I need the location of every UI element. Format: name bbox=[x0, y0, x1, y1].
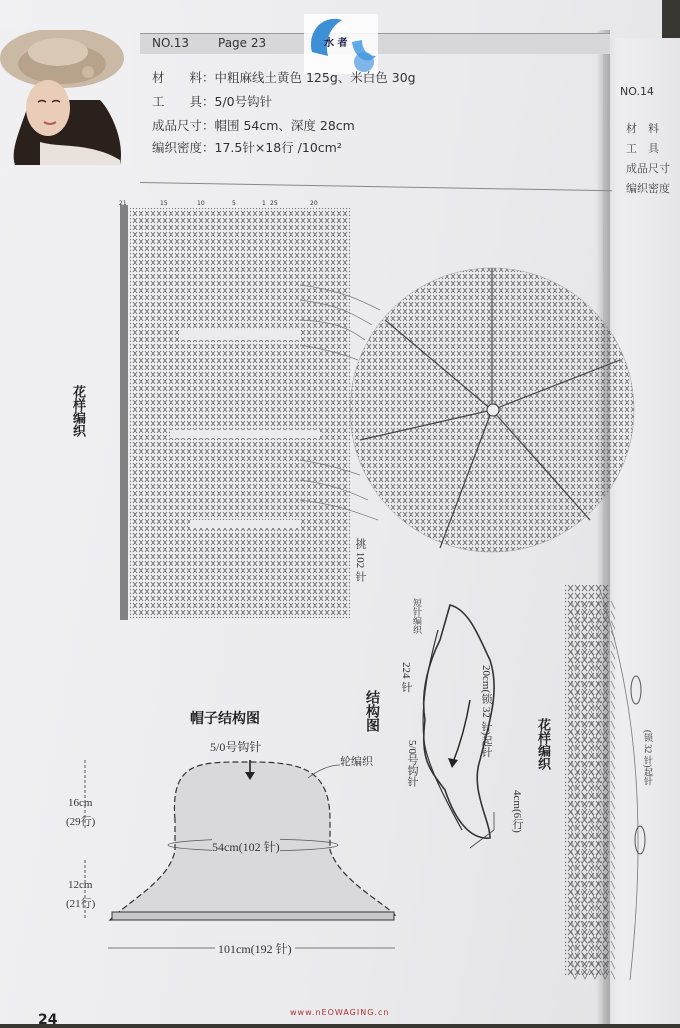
right-spec-4: 编织密度 bbox=[626, 182, 670, 195]
spec-size: 成品尺寸：帽围 54cm、深度 28cm bbox=[152, 118, 355, 133]
rows-29: (29行) bbox=[66, 816, 96, 828]
pattern-label-1: 花样编织 bbox=[70, 385, 85, 437]
circumference-label: 54cm(102 针) bbox=[212, 840, 280, 854]
pattern-number: NO.13 bbox=[152, 36, 190, 50]
right-spec-1: 材 料 bbox=[626, 122, 659, 135]
page-reference: Page 23 bbox=[218, 36, 267, 50]
pattern-label-2: 花样编织 bbox=[535, 718, 550, 770]
chain32-label: (锁 32 针)起针 bbox=[643, 730, 653, 786]
row-number-20: 20 bbox=[310, 200, 318, 207]
row-number-15: 15 bbox=[160, 200, 168, 207]
edge-label: 轮编织 bbox=[340, 755, 373, 768]
height-12cm: 12cm bbox=[68, 879, 93, 891]
stitch-chart-rect bbox=[120, 205, 350, 620]
row-number-10: 10 bbox=[197, 200, 205, 207]
structure-label: 结构图 bbox=[364, 690, 380, 732]
hook-label: 5/0号钩针 bbox=[210, 740, 262, 754]
spec-materials: 材 料：中粗麻线土黄色 125g、米白色 30g bbox=[152, 70, 416, 85]
height-16cm: 16cm bbox=[68, 797, 93, 809]
row-number-1: 1 bbox=[262, 200, 266, 207]
next-pattern-number: NO.14 bbox=[620, 85, 654, 98]
row-number-5: 5 bbox=[232, 200, 236, 207]
pick-stitches-label: 挑 102 针 bbox=[354, 538, 366, 582]
stitch-chart-right bbox=[565, 585, 645, 980]
depth-label: 4cm(6行) bbox=[511, 790, 523, 833]
stitches-224-label: 224 针 bbox=[400, 662, 412, 693]
brim-hook-label: 5/0号钩针 bbox=[406, 740, 418, 788]
rows-21: (21行) bbox=[66, 898, 96, 910]
right-spec-2: 工 具 bbox=[626, 142, 659, 155]
crown-circle-chart bbox=[350, 268, 634, 552]
bottom-width-label: 101cm(192 针) bbox=[215, 940, 295, 957]
site-watermark: www.nEOWAGING.cn bbox=[290, 1008, 390, 1017]
start-chain-label: 20cm(锁 32 针)起针 bbox=[480, 665, 492, 758]
page-number: 24 bbox=[38, 1012, 58, 1028]
row-number-21: 21 bbox=[119, 200, 127, 207]
spec-tools: 工 具：5/0号钩针 bbox=[152, 94, 273, 109]
row-number-25: 25 bbox=[270, 200, 278, 207]
structure-title: 帽子结构图 bbox=[190, 711, 260, 727]
logo-text: 水 者 bbox=[324, 38, 348, 49]
right-spec-3: 成品尺寸 bbox=[626, 162, 670, 175]
short-rows-label: 短针编织 bbox=[411, 598, 421, 634]
spec-gauge: 编织密度：17.5针×18行 /10cm² bbox=[152, 140, 342, 155]
